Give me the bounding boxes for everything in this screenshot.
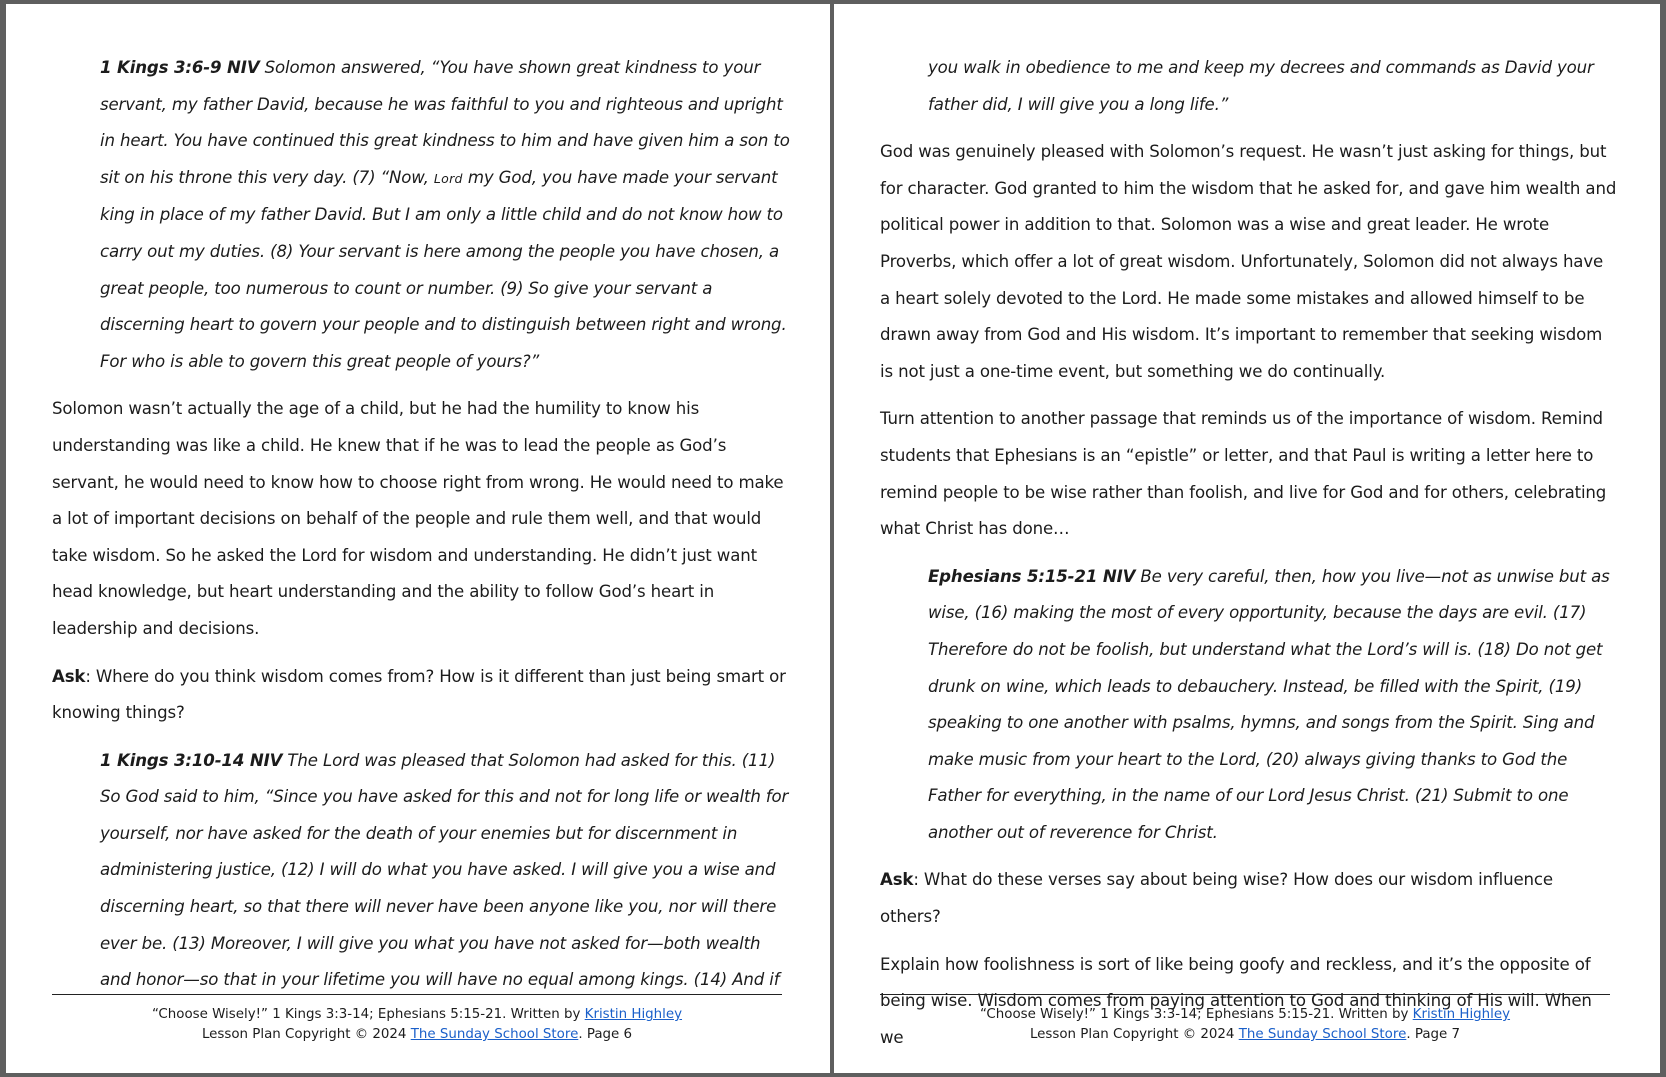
ask-paragraph — [880, 862, 1618, 935]
body-paragraph: Solomon wasn’t actually the age of a child, but he had the humility to know his understanding was like a child. He knew that if he was to lead the people as God’s servant, he would need to know how to choose right from wrong. He would need to make a lot of important decisions on behalf of the people and rule them well, and that would take wisdom. So he asked the Lord for wisdom and understanding. He didn’t just want head knowledge, but heart understanding and the ability to follow God’s heart in leadership and decisions. — [52, 399, 784, 638]
page-number: . Page 6 — [578, 1027, 633, 1042]
ask-label: Ask — [52, 666, 86, 686]
store-link[interactable]: The Sunday School Store — [410, 1027, 579, 1042]
document-page-6 — [6, 4, 830, 1073]
ask-paragraph — [52, 659, 790, 732]
footer-rule — [52, 994, 782, 995]
lord-smallcaps: Lord — [433, 170, 463, 186]
store-link[interactable]: The Sunday School Store — [1238, 1027, 1407, 1042]
footer-copyright-text: Lesson Plan Copyright © 2024 — [1029, 1027, 1239, 1042]
page-6-content — [52, 50, 790, 993]
page-number: . Page 7 — [1406, 1027, 1461, 1042]
body-paragraph: God was genuinely pleased with Solomon’s request. He wasn’t just asking for things, but for character. God granted to him the wisdom that he asked for, and gave him wealth and political power in addition to that. Solomon was a wise and great leader. He wrote Proverbs, which offer a lot of great wisdom. Unfortunately, Solomon did not always have a heart solely devoted to the Lord. He made some mistakes and allowed himself to be drawn away from God and His wisdom. It’s important to remember that seeking wisdom is not just a one-time event, but something we do continually. — [880, 142, 1617, 381]
page-footer — [880, 1005, 1610, 1045]
ask-text: : Where do you think wisdom comes from? How is it different than just being smart or knowing things? — [52, 666, 786, 723]
scripture-text: The Lord was pleased that Solomon had asked for this. (11) So God said to him, “Since you have asked for this and not for long life or wealth for yourself, nor have asked for the death of your enemies but for discernment in administering justice, (12) I will do what you have asked. I will give you a wise and discerning heart, so that there will never have been anyone like you, nor will there ever be. (13) Moreover, I will give you what you have not asked for—both wealth and honor—so that in your lifetime you will have no equal among kings. (14) And if — [100, 750, 789, 990]
footer-copyright-text: Lesson Plan Copyright © 2024 — [201, 1027, 411, 1042]
body-paragraph: Turn attention to another passage that reminds us of the importance of wisdom. Remind students that Ephesians is an “epistle” or letter, and that Paul is writing a letter here to remind people to be wise rather than foolish, and live for God and for others, celebrating what Christ has done… — [880, 409, 1607, 539]
footer-credit-text: “Choose Wisely!” 1 Kings 3:3-14; Ephesians 5:15-21. Written by — [151, 1007, 585, 1022]
scripture-reference: Ephesians 5:15-21 NIV — [928, 566, 1136, 586]
scripture-quote-continued: you walk in obedience to me and keep my decrees and commands as David your father did, I will give you a long life.” — [928, 58, 1594, 114]
footer-line-1 — [880, 1005, 1610, 1025]
scripture-text: my God, you have made your servant king in place of my father David. But I am only a little child and do not know how to carry out my duties. (8) Your servant is here among the people you have chosen, a great people, too numerous to count or number. (9) So give your servant a discerning heart to govern your people and to distinguish between right and wrong. For who is able to govern this great people of yours?” — [100, 167, 787, 371]
footer-rule — [880, 994, 1610, 995]
footer-line-1 — [52, 1005, 782, 1025]
author-link[interactable]: Kristin Highley — [584, 1007, 683, 1022]
scripture-text: Be very careful, then, how you live—not as unwise but as wise, (16) making the most of every opportunity, because the days are evil. (17) Therefore do not be foolish, but understand what the Lord’s will is. (18) Do not get drunk on wine, which leads to debauchery. Instead, be filled with the Spirit, (19) speaking to one another with psalms, hymns, and songs from the Spirit. Sing and make music from your heart to the Lord, (20) always giving thanks to God the Father for everything, in the name of our Lord Jesus Christ. (21) Submit to one another out of reverence for Christ. — [928, 566, 1610, 842]
footer-line-2 — [880, 1025, 1610, 1045]
scripture-reference: 1 Kings 3:6-9 NIV — [100, 58, 260, 77]
scripture-quote-1-kings-3-10-14 — [100, 743, 790, 999]
body-paragraph: Explain how foolishness is sort of like being goofy and reckless, and it’s the opposite of being wise. Wisdom comes from paying attention to God and thinking of His will. When we — [880, 954, 1592, 1047]
ask-label: Ask — [880, 870, 914, 890]
ask-text: : What do these verses say about being wise? How does our wisdom influence others? — [880, 870, 1553, 927]
scripture-quote-1-kings-3-6-9 — [100, 50, 790, 380]
author-link[interactable]: Kristin Highley — [1412, 1007, 1511, 1022]
footer-line-2 — [52, 1025, 782, 1045]
footer-credit-text: “Choose Wisely!” 1 Kings 3:3-14; Ephesians 5:15-21. Written by — [979, 1007, 1413, 1022]
scripture-quote-ephesians-5-15-21 — [928, 559, 1618, 852]
page-footer — [52, 1005, 782, 1045]
scripture-text: Solomon answered, “You have shown great kindness to your servant, my father David, because he was faithful to you and righteous and upright in heart. You have continued this great kindness to him and have given him a son to sit on his throne this very day. (7) “Now, — [100, 58, 790, 187]
document-page-7 — [834, 4, 1660, 1073]
scripture-reference: 1 Kings 3:10-14 NIV — [100, 750, 283, 770]
